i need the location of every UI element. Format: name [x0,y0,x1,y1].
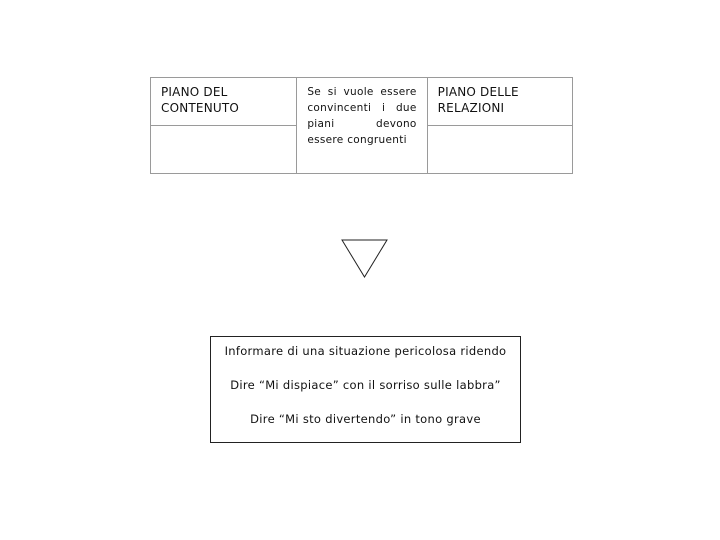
planes-table [150,77,573,174]
relations-plane-label: PIANO DELLE RELAZIONI [437,85,519,115]
example-line: Informare di una situazione pericolosa ridendo [224,344,507,358]
content-plane-cell [151,78,297,126]
congruence-note-cell [297,78,427,174]
relations-plane-cell [427,78,572,126]
examples-box [210,336,521,443]
down-triangle-icon [341,239,388,278]
content-plane-label: PIANO DEL CONTENUTO [161,85,240,115]
content-plane-empty-cell [151,126,297,174]
relations-plane-empty-cell [427,126,572,174]
example-line: Dire “Mi sto divertendo” in tono grave [250,412,481,426]
congruence-note: Se si vuole essere convincenti i due piani devono essere congruenti [307,86,417,146]
example-line: Dire “Mi dispiace” con il sorriso sulle labbra” [230,378,501,392]
